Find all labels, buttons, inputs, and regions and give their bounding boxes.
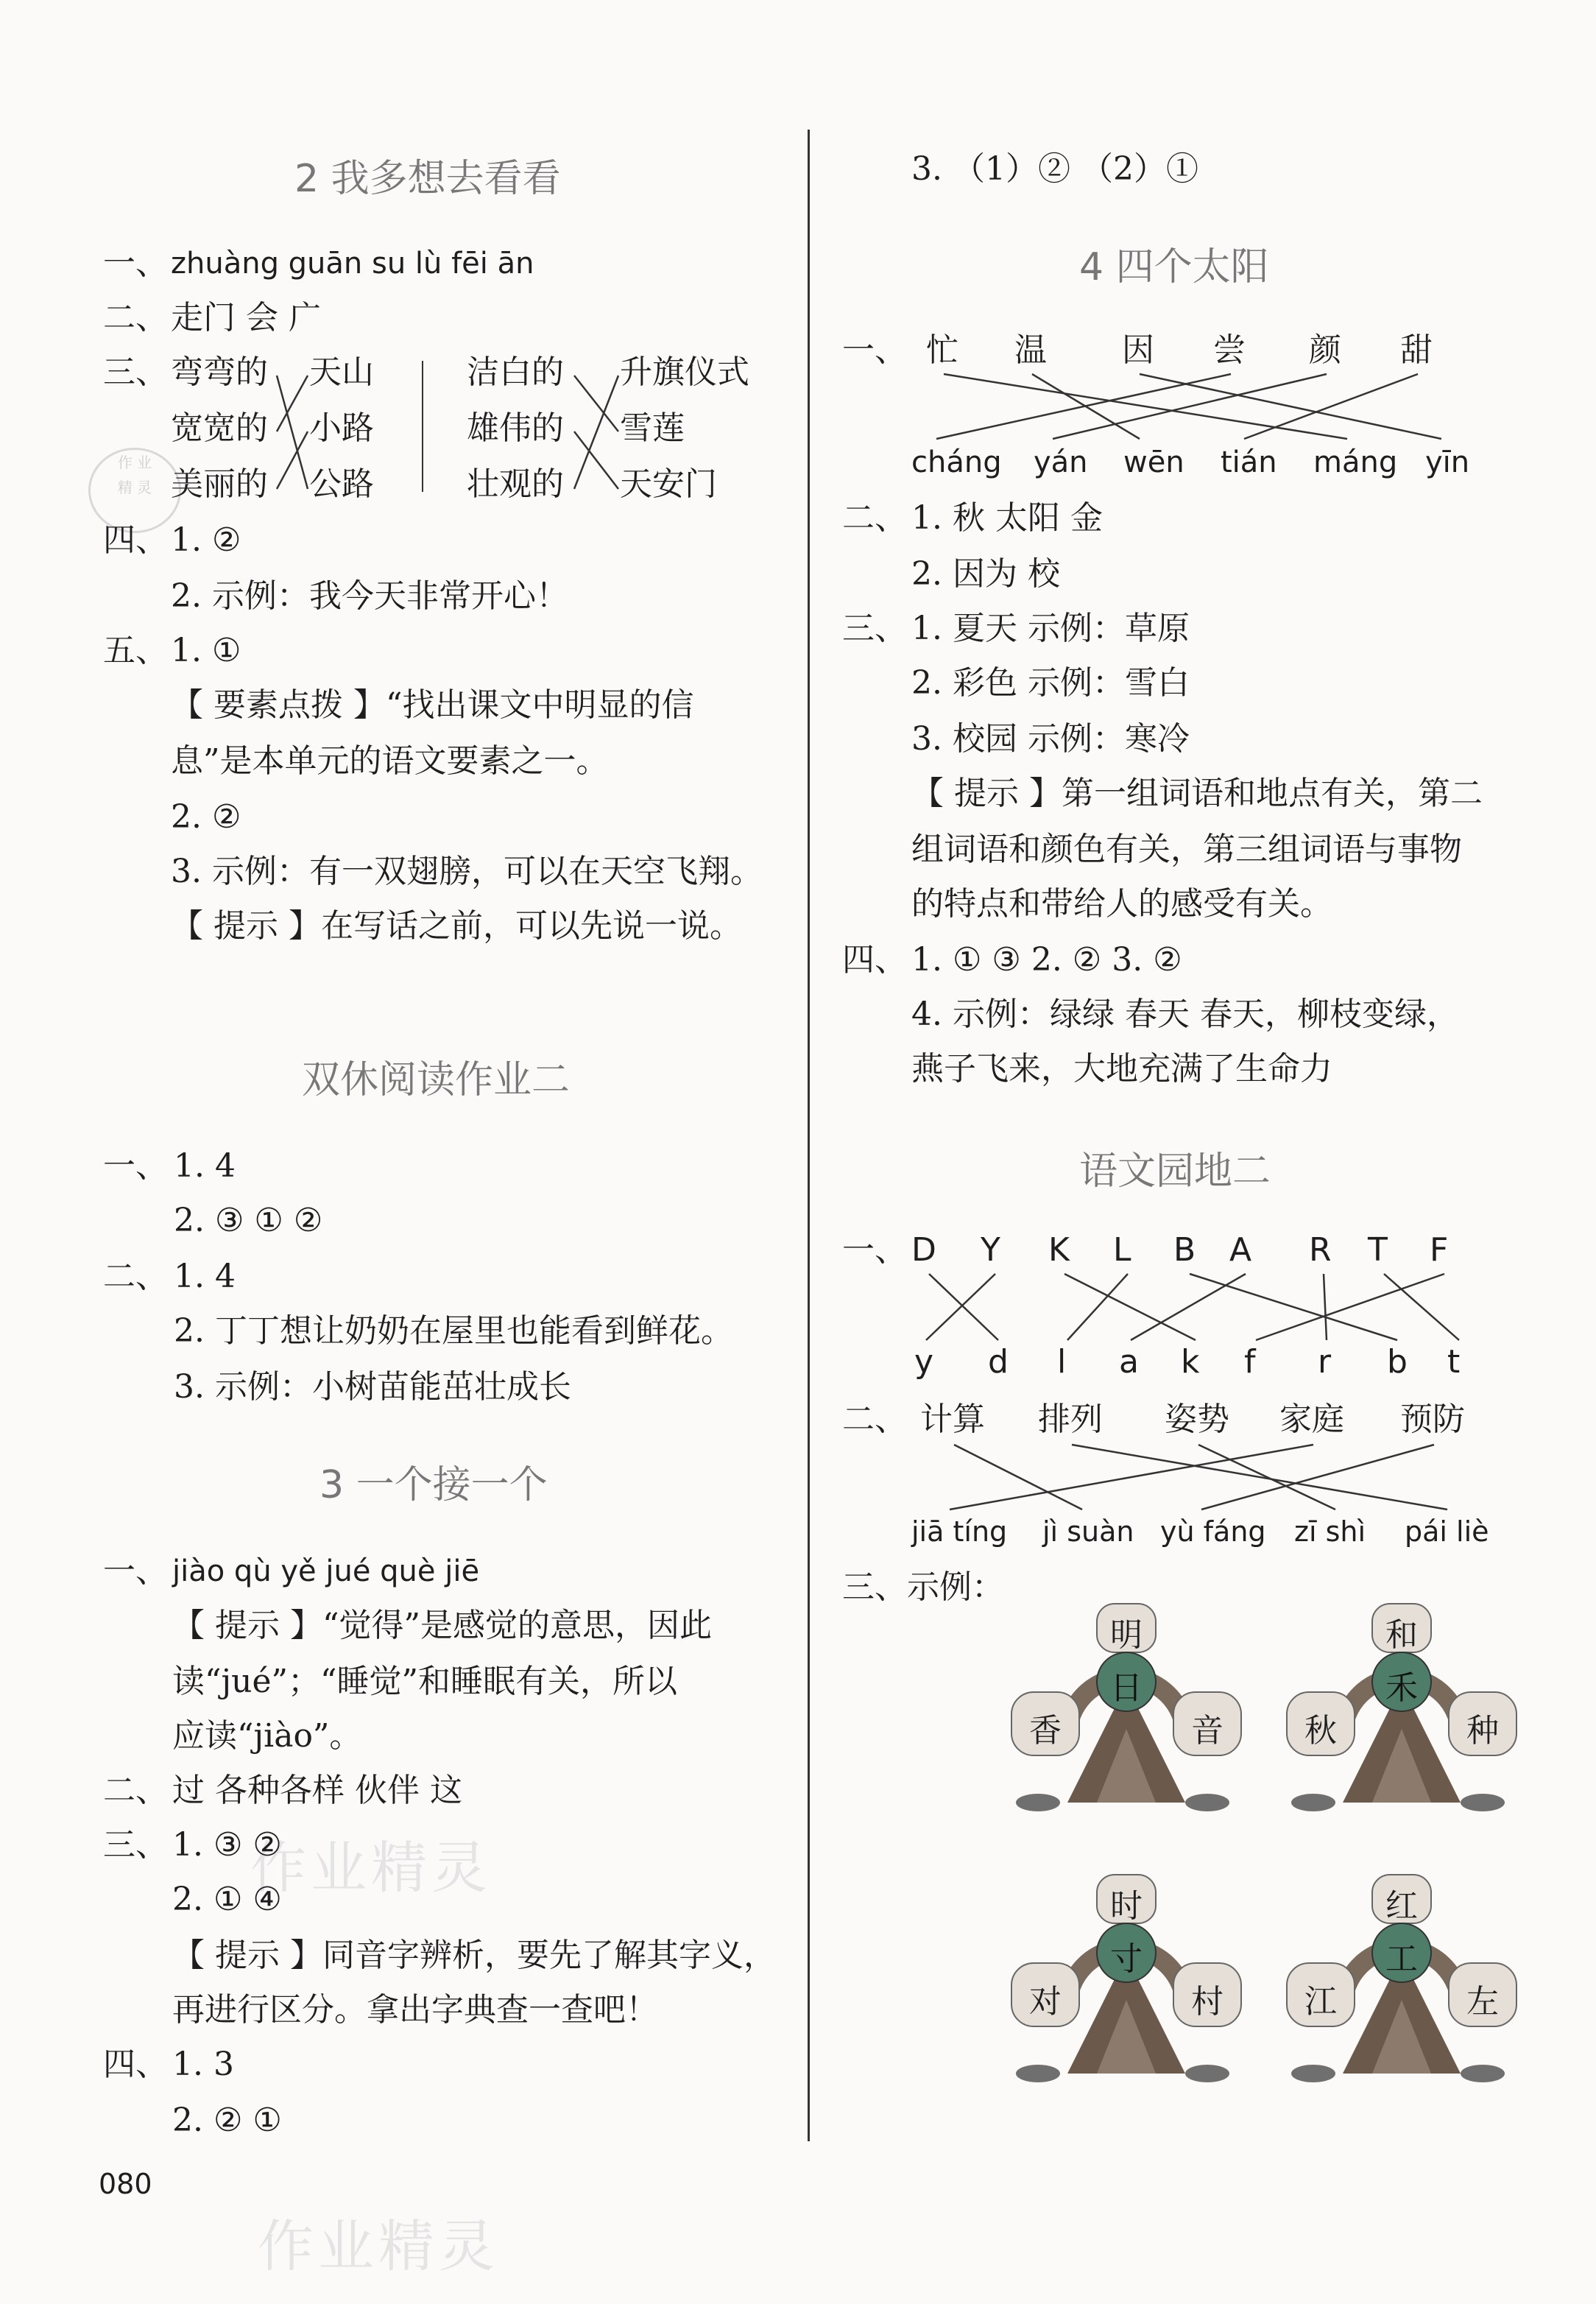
answer-text: 1. ② [171, 521, 241, 559]
match-line [277, 431, 308, 489]
match-line [936, 374, 1231, 439]
match-pinyin: yīn [1425, 445, 1470, 479]
upper-letter: K [1048, 1231, 1070, 1269]
match-word: 姿势 [1165, 1401, 1229, 1438]
answer-text: 1. 夏天 示例：草原 [911, 610, 1190, 647]
match-right-word: 雪莲 [620, 409, 685, 447]
character-tree [1262, 1853, 1542, 2096]
tip-text: 【 提示 】第一组词语和地点有关，第二 [911, 775, 1483, 812]
tip-text: 【 要素点拨 】“找出课文中明显的信 [171, 686, 694, 724]
answer-text: 走门 会 广 [171, 299, 321, 337]
tree-right-char: 种 [1466, 1712, 1499, 1750]
match-line [944, 374, 1347, 439]
question-label: 五、 [103, 632, 168, 669]
match-word: 计算 [920, 1401, 985, 1438]
match-left-word: 弯弯的 [171, 353, 268, 391]
answer-text: 1. 秋 太阳 金 [911, 499, 1103, 537]
pinyin-answer: zhuàng guān su lù fēi ān [171, 247, 534, 281]
section-title: 3 一个接一个 [319, 1463, 548, 1507]
upper-letter: R [1309, 1231, 1332, 1269]
match-line [926, 1274, 995, 1340]
tip-text: 息”是本单元的语文要素之一。 [171, 742, 609, 780]
match-left-word: 洁白的 [467, 353, 564, 391]
match-line [277, 376, 308, 489]
match-line [1384, 1274, 1459, 1340]
question-label: 一、 [842, 1231, 907, 1269]
question-label: 三、 [103, 353, 168, 391]
question-label: 四、 [103, 521, 168, 559]
match-line [574, 376, 618, 489]
question-label: 四、 [842, 941, 907, 979]
lower-letter: l [1057, 1343, 1067, 1381]
section-title: 双休阅读作业二 [302, 1058, 571, 1102]
match-pinyin: zī shì [1294, 1515, 1366, 1548]
upper-letter: A [1229, 1231, 1252, 1269]
answer-text: 燕子飞来，大地充满了生命力 [911, 1050, 1332, 1088]
match-pinyin: yán [1034, 445, 1088, 479]
answer-text: 1. ① [171, 632, 241, 669]
character-tree [1262, 1582, 1542, 1825]
column-divider [808, 130, 810, 2141]
tip-text: 读“jué”；“睡觉”和睡眠有关，所以 [172, 1663, 677, 1700]
tip-text: 【 提示 】在写话之前，可以先说一说。 [171, 907, 742, 945]
answer-text: 1. 3 [172, 2046, 234, 2083]
match-right-word: 公路 [309, 465, 374, 503]
match-word: 排列 [1038, 1401, 1103, 1438]
match-pinyin: máng [1313, 445, 1398, 479]
tree-right-char: 左 [1466, 1983, 1499, 2021]
tree-top-char: 和 [1385, 1616, 1418, 1654]
match-char: 因 [1122, 331, 1154, 369]
lower-letter: y [914, 1343, 934, 1381]
section-title: 4 四个太阳 [1079, 245, 1269, 289]
answer-text: 2. 丁丁想让奶奶在屋里也能看到鲜花。 [174, 1312, 733, 1350]
match-line [1244, 374, 1418, 439]
character-tree [986, 1853, 1266, 2096]
lower-letter: b [1387, 1343, 1408, 1381]
match-pinyin: pái liè [1405, 1515, 1489, 1548]
match-left-word: 雄伟的 [467, 409, 564, 447]
match-right-word: 天山 [309, 353, 374, 391]
match-right-word: 天安门 [620, 465, 717, 503]
watermark-text: 作业精灵 [258, 2213, 499, 2279]
match-word: 预防 [1400, 1401, 1465, 1438]
answer-text: 2. 示例：我今天非常开心！ [171, 577, 568, 615]
match-char: 温 [1014, 331, 1047, 369]
question-label: 二、 [103, 1772, 168, 1809]
lower-letter: k [1181, 1343, 1200, 1381]
match-line [1067, 1274, 1128, 1340]
match-char: 尝 [1213, 331, 1246, 369]
answer-text: 2. ① ④ [172, 1881, 282, 1918]
match-line [1140, 374, 1441, 439]
section-title: 语文园地二 [1079, 1149, 1271, 1194]
match-pinyin: wēn [1123, 445, 1184, 479]
match-char: 颜 [1309, 331, 1341, 369]
answer-text: 2. ② ① [172, 2102, 282, 2139]
tip-text: 【 提示 】“觉得”是感觉的意思，因此 [172, 1607, 712, 1644]
lower-letter: t [1447, 1343, 1461, 1381]
match-line [1032, 374, 1140, 439]
match-line [574, 376, 618, 431]
answer-text: 过 各种各样 伙伴 这 [172, 1772, 462, 1809]
answer-text: 2. 因为 校 [911, 555, 1060, 593]
match-pinyin: tián [1221, 445, 1277, 479]
question-label: 二、 [842, 1401, 907, 1438]
lower-letter: a [1119, 1343, 1139, 1381]
tree-mid-char: 禾 [1385, 1669, 1418, 1707]
upper-letter: Y [981, 1231, 1000, 1269]
question-label: 一、 [103, 244, 168, 282]
match-left-word: 壮观的 [467, 465, 564, 503]
pinyin-answer: jiào qù yě jué què jiē [172, 1554, 480, 1588]
match-pinyin: jì suàn [1042, 1515, 1134, 1548]
question-label: 一、 [842, 331, 907, 369]
match-line [277, 376, 308, 431]
tip-text: 【 提示 】同音字辨析，要先了解其字义， [172, 1937, 776, 1974]
tree-right-char: 音 [1191, 1712, 1224, 1750]
answer-text: 3. （1）② （2）① [911, 150, 1198, 188]
match-pinyin: cháng [911, 445, 1002, 479]
upper-letter: D [911, 1231, 936, 1269]
upper-letter: L [1113, 1231, 1131, 1269]
tree-mid-char: 寸 [1110, 1940, 1143, 1978]
stamp-text-1: 作 业 [117, 454, 152, 471]
question-label: 三、示例： [842, 1568, 1004, 1606]
question-label: 四、 [103, 2046, 168, 2083]
match-line [950, 1445, 1313, 1509]
question-label: 一、 [103, 1147, 168, 1185]
question-label: 三、 [103, 1826, 168, 1864]
lower-letter: d [988, 1343, 1009, 1381]
match-line [1256, 1274, 1444, 1340]
tree-left-char: 对 [1029, 1983, 1062, 2021]
tip-text: 组词语和颜色有关，第三组词语与事物 [911, 831, 1462, 868]
match-line [1053, 374, 1327, 439]
match-right-word: 升旗仪式 [620, 353, 749, 391]
upper-letter: B [1173, 1231, 1196, 1269]
tree-right-char: 村 [1191, 1983, 1224, 2021]
lower-letter: r [1318, 1343, 1332, 1381]
question-label: 一、 [103, 1552, 168, 1590]
lower-letter: f [1244, 1343, 1256, 1381]
match-line [954, 1445, 1082, 1509]
match-pinyin: yù fáng [1160, 1515, 1266, 1548]
answer-text: 4. 示例：绿绿 春天 春天，柳枝变绿， [911, 996, 1459, 1033]
watermark-text: 作业精灵 [250, 1835, 492, 1900]
answer-text: 1. 4 [174, 1147, 236, 1185]
answer-text: 1. 4 [174, 1258, 236, 1295]
match-line [1201, 1445, 1434, 1509]
answer-text: 2. ③ ① ② [174, 1202, 323, 1239]
question-label: 二、 [103, 299, 168, 337]
answer-text: 3. 校园 示例：寒冷 [911, 720, 1190, 758]
tree-top-char: 明 [1110, 1616, 1143, 1654]
tree-left-char: 秋 [1304, 1712, 1337, 1750]
match-line [1072, 1445, 1447, 1509]
answer-text: 2. ② [171, 798, 241, 836]
match-line [1064, 1274, 1196, 1340]
question-label: 二、 [103, 1258, 168, 1295]
match-line [929, 1274, 998, 1340]
tree-left-char: 江 [1304, 1983, 1337, 2021]
match-char: 甜 [1400, 331, 1433, 369]
stamp-text-2: 精 灵 [117, 479, 152, 496]
match-word: 家庭 [1279, 1401, 1344, 1438]
match-left-word: 美丽的 [171, 465, 268, 503]
question-label: 三、 [842, 610, 907, 647]
answer-text: 3. 示例：小树苗能茁壮成长 [174, 1368, 571, 1406]
tip-text: 应读“jiào”。 [172, 1717, 362, 1755]
upper-letter: F [1430, 1231, 1449, 1269]
tree-top-char: 红 [1385, 1887, 1418, 1925]
page-number: 080 [99, 2168, 152, 2200]
match-line [574, 431, 618, 489]
match-right-word: 小路 [309, 409, 374, 447]
answer-text: 2. 彩色 示例：雪白 [911, 664, 1190, 702]
character-tree [986, 1582, 1266, 1825]
answer-text: 1. ① ③ 2. ② 3. ② [911, 941, 1182, 979]
answer-text: 1. ③ ② [172, 1826, 282, 1864]
upper-letter: T [1368, 1231, 1388, 1269]
match-left-word: 宽宽的 [171, 409, 268, 447]
tree-top-char: 时 [1110, 1887, 1143, 1925]
match-line [1190, 1274, 1397, 1340]
question-label: 二、 [842, 499, 907, 537]
match-char: 忙 [926, 331, 958, 369]
tip-text: 再进行区分。拿出字典查一查吧！ [172, 1991, 658, 2029]
match-pinyin: jiā tíng [911, 1515, 1008, 1548]
answer-text: 3. 示例：有一双翅膀，可以在天空飞翔。 [171, 853, 763, 890]
section-title: 2 我多想去看看 [294, 157, 561, 201]
tree-mid-char: 工 [1385, 1940, 1418, 1978]
match-line [1131, 1274, 1246, 1340]
tree-mid-char: 日 [1110, 1669, 1143, 1707]
match-line [1324, 1274, 1327, 1340]
tip-text: 的特点和带给人的感受有关。 [911, 885, 1332, 923]
tree-left-char: 香 [1029, 1712, 1062, 1750]
match-line [1198, 1445, 1335, 1509]
